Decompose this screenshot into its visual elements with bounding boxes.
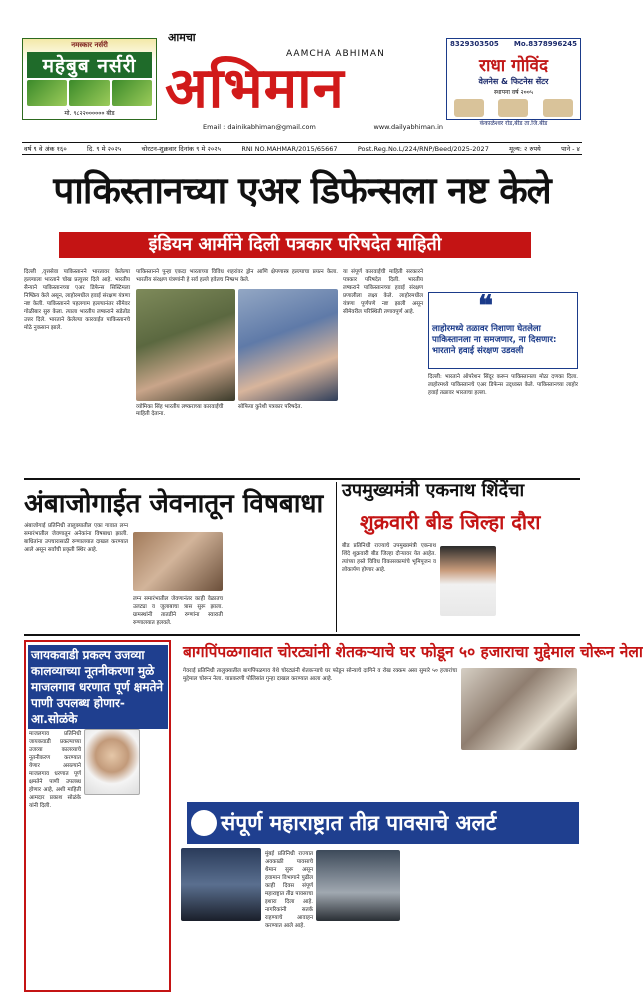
shinde-visit-column: बीड प्रतिनिधी राज्याचे उपमुख्यमंत्री एकनाथ शिंदे शुक्रवारी बीड जिल्हा दौऱ्यावर येत आहेत. त्यांच्या हस्ते विविध विकासकामांचे भूमिपूजन व लोकार्पण होणार आहे. — [342, 543, 436, 573]
quote-mark-icon: ❝ — [478, 289, 494, 322]
fitness-ad-phone1: 8329303505 — [450, 40, 499, 48]
lead-story-column-1: दिल्ली ,वृत्तसेवा पाकिस्तानने भारतावर केलेल्या हल्ल्याला भारताने चोख प्रत्युत्तर दिले आहे. भारतीय सैन्याने पाकिस्तानच्या एअर डिफेन्स सिस्टिमला निष्क्रिय केले असून, लाहोरमधील हवाई संरक्षण यंत्रणा नष्ट केली. पाकिस्तानने पहलगाम हल्ल्यानंतर सीमेवर गोळीबार सुरु केला. त्याला भारतीय लष्कराने सडेतोड उत्तर दिले. भारताने केलेल्या कारवाईत पाकिस्तानचे मोठे नुकसान झाले. — [24, 269, 130, 331]
masthead-title: अभिमान — [165, 55, 345, 121]
fitness-ad-figures — [447, 99, 580, 117]
shinde-visit-headline-1[interactable]: उपमुख्यमंत्री एकनाथ शिंदेंचा — [342, 480, 525, 501]
divider — [24, 634, 580, 636]
fitness-ad-brand: राधा गोविंद — [479, 56, 548, 76]
fitness-ad-phones — [447, 39, 580, 49]
shinde-photo — [440, 546, 496, 616]
lead-story-column-3: या संपूर्ण कारवाईची माहिती सरकारने पत्रकार परिषदेत दिली. भारतीय लष्कराने पाकिस्तानच्या हवाई संरक्षण प्रणालीला लक्ष्य केले. लाहोरमधील यंत्रणा पूर्णपणे नष्ट झाली असून सीमेवरील परिस्थिती तणावपूर्ण आहे. — [343, 269, 423, 315]
rain-photo-1 — [181, 848, 261, 921]
masthead-email[interactable]: Email : dainikabhiman@gmail.com — [203, 123, 316, 131]
cloud-icon — [191, 810, 217, 836]
officer-photo-2 — [238, 289, 338, 401]
price: मूल्य: २ रुपये — [509, 145, 541, 153]
dam-story-headline[interactable]: जायकवाडी प्रकल्प उजव्या कालव्याच्या नूतनीकरणा मुळे माजलगाव धरणात पूर्ण क्षमतेने पाणी उपलब्ध होणार-आ.सोळंके — [28, 645, 168, 729]
photo-caption-2: सोफिया कुरेशी पत्रकार परिषदेत. — [238, 404, 303, 410]
food-poisoning-column-1: अंबाजोगाई प्रतिनिधी तालुक्यातील एका गावात लग्न समारंभातील जेवणातून अनेकांना विषबाधा झाली. बाधितांना उपचारासाठी रुग्णालयात दाखल करण्यात आले असून सर्वांची प्रकृती स्थिर आहे. — [24, 523, 128, 553]
dam-story-column-intro: माजलगाव प्रतिनिधी जायकवाडी प्रकल्पाच्या उजव्या कालव्याचे नूतनीकरण करण्यात येणार असल्याने माजलगाव धरणात पूर्ण क्षमतेने पाणी उपलब्ध होणार आहे, अशी माहिती आमदार प्रकाश सोळंके यांनी दिली. — [29, 731, 81, 809]
fitness-ad-address: कंकाळेश्वर रोड,बीड ता.जि.बीड — [479, 120, 548, 127]
photo-caption-1: व्योमिका सिंह भारतीय लष्कराच्या कारवाईची माहिती देताना. — [136, 404, 224, 417]
masthead-website[interactable]: www.dailyabhiman.in — [373, 123, 443, 131]
lead-subheadline: इंडियन आर्मीने दिली पत्रकार परिषदेत माहिती — [59, 232, 531, 258]
lead-story-column-2: पाकिस्तानने पुन्हा एकदा भारताच्या विविध शहरांवर ड्रोन आणि क्षेपणास्त्र हल्ल्याचा प्रयत्न केला. भारतीय संरक्षण यंत्रणांनी हे सर्व हल्ले हवेतच निष्प्रभ केले. — [136, 269, 338, 283]
rain-alert-column: मुंबई प्रतिनिधी राज्यात अवकाळी पावसाचे थैमान सुरू असून हवामान विभागाने पुढील काही दिवस संपूर्ण महाराष्ट्रात तीव्र पावसाचा इशारा दिला आहे. नागरिकांनी सतर्क राहण्याचे आवाहन करण्यात आले आहे. — [265, 851, 313, 929]
rni-number: RNI NO.MAHMAR/2015/65667 — [241, 144, 338, 153]
masthead-title-top: आमचा — [168, 31, 196, 44]
food-poisoning-headline[interactable]: अंबाजोगाईत जेवनातून विषबाधा — [24, 489, 324, 519]
fitness-ad-phone2: Mo.8378996245 — [513, 40, 577, 48]
page-count: पाने - ४ — [561, 145, 580, 153]
masthead-info — [203, 123, 443, 131]
lead-headline[interactable]: पाकिस्तानच्या एअर डिफेन्सला नष्ट केले — [53, 168, 551, 212]
postal-registration: Post.Reg.No.L/224/RNP/Beed/2025-2027 — [357, 144, 489, 153]
nursery-ad-tagline: नमस्कार नर्सरी — [71, 41, 108, 49]
quote-text[interactable]: लाहोरमध्ये तळावर निशाणा घेतलेला पाकिस्तानला ना समजणार, ना दिसणार: भारताने हवाई संरक्षण उडवली — [432, 324, 557, 356]
food-poisoning-column-2: लग्न समारंभातील जेवणानंतर काही वेळातच उलट्या व जुलाबाचा त्रास सुरू झाला. ग्रामस्थांनी तातडीने रुग्णांना स्वाराती रुग्णालयात हलवले. — [133, 596, 223, 626]
fitness-ad-established: स्थापना वर्ष २००५ — [494, 89, 533, 96]
masthead-title-english: AAMCHA ABHIMAN — [286, 49, 385, 59]
fitness-ad-subtitle: वेलनेस & फिटनेस सेंटर — [478, 77, 549, 86]
nursery-ad-address: मो. ९८२२०००००० बीड — [64, 110, 115, 117]
burglary-photo — [461, 668, 577, 750]
issue-date: दि. ९ मे २०२५ — [87, 145, 122, 153]
solanke-photo — [84, 729, 140, 795]
dateline-bar — [22, 142, 582, 155]
lahore-story-text: दिल्ली: भारताने ऑपरेशन सिंदूर करून पाकिस्तानला मोठा दणका दिला. लाहोरमध्ये पाकिस्तानचे एअर डिफेन्स उद्ध्वस्त केले. पाकिस्तानच्या लाहोर हवाई तळावर भारताचा हल्ला. — [428, 374, 578, 396]
nursery-ad[interactable] — [22, 38, 157, 120]
rain-photo-2 — [316, 850, 400, 921]
rain-alert-headline[interactable]: संपूर्ण महाराष्ट्रात तीव्र पावसाचे अलर्ट — [187, 802, 579, 844]
issue-number: वर्ष ९ वे अंक १६० — [24, 145, 67, 153]
issue-day: चोरटन-शुक्रवार दिनांक ९ मे २०२५ — [141, 145, 222, 153]
hospital-photo — [133, 532, 223, 591]
nursery-ad-plants-image — [27, 80, 152, 106]
burglary-column: गेवराई प्रतिनिधी तालुक्यातील बागपिंपळगाव येथे चोरट्यांनी शेतकऱ्याचे घर फोडून सोन्याचे दागिने व रोख रक्कम असा सुमारे ५० हजारांचा मुद्देमाल चोरून नेला. याप्रकरणी पोलिसांत गुन्हा दाखल करण्यात आला आहे. — [183, 668, 457, 682]
divider — [336, 482, 337, 632]
nursery-ad-brand: महेबुब नर्सरी — [27, 52, 152, 78]
officer-photo-1 — [136, 289, 235, 401]
shinde-visit-headline-2[interactable]: शुक्रवारी बीड जिल्हा दौरा — [360, 510, 541, 534]
fitness-ad[interactable] — [446, 38, 581, 127]
burglary-headline[interactable]: बागपिंपळगावात चोरट्यांनी शेतकऱ्याचे घर फोडून ५० हजाराचा मुद्देमाल चोरून नेला — [183, 643, 643, 661]
